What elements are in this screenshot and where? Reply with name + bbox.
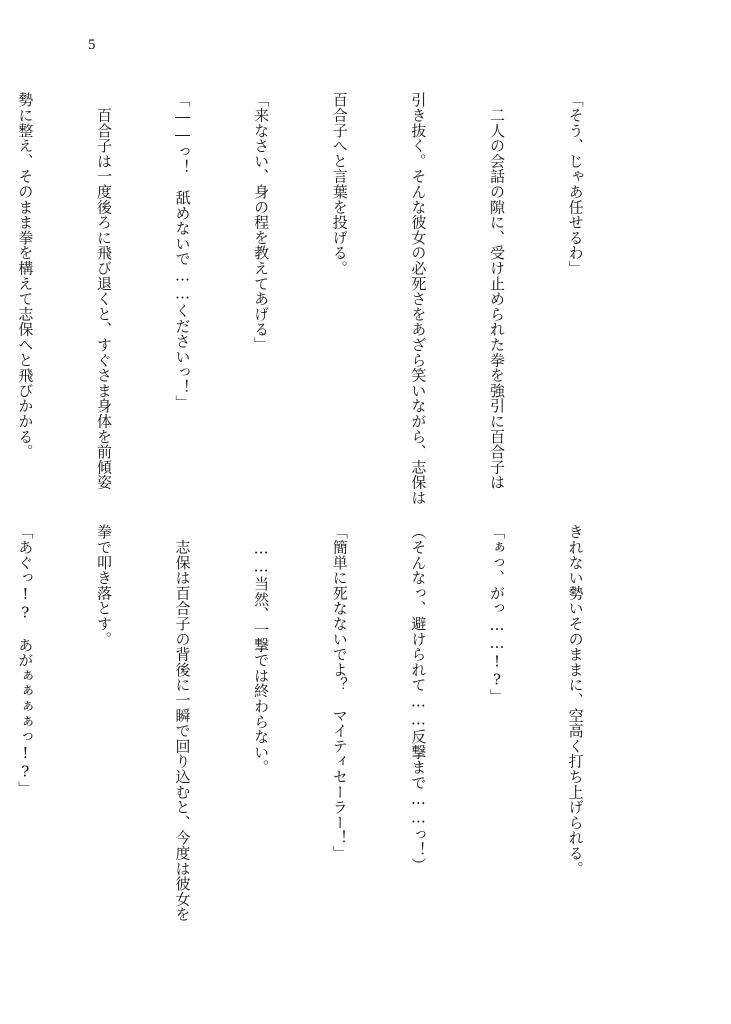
text-line: 「簡単に死なないでよ？ マイティセーラー！」 bbox=[330, 524, 349, 861]
text-block-bottom bbox=[16, 524, 641, 922]
text-line: 勢に整え、そのまま拳を構えて志保へと飛びかかる。 bbox=[16, 92, 35, 460]
text-line: きれない勢いそのままに、空高く打ち上げられる。 bbox=[566, 524, 585, 876]
text-line: 百合子は一度後ろに飛び退くと、すぐさま身体を前傾姿 bbox=[94, 92, 113, 490]
text-line: 「そう、じゃあ任せるわ」 bbox=[566, 92, 585, 276]
text-line: 「あぐっ!? あがぁぁぁぁっ!?」 bbox=[16, 524, 35, 797]
text-block-top bbox=[16, 92, 641, 506]
text-line: 拳で叩き落とす。 bbox=[94, 524, 113, 647]
text-line: 「ぁっ、がっ……!?」 bbox=[487, 524, 506, 705]
text-line: 志保は百合子の背後に一瞬で回り込むと、今度は彼女を bbox=[173, 524, 192, 922]
text-line: ……当然、一撃では終わらない。 bbox=[252, 524, 271, 775]
text-line: 「来なさい、身の程を教えてあげる」 bbox=[252, 92, 271, 353]
text-line: 二人の会話の隙に、受け止められた拳を強引に百合子は bbox=[487, 92, 506, 490]
text-line: 「――っ！ 舐めないで……くださいっ！」 bbox=[173, 92, 192, 410]
text-line: 引き抜く。そんな彼女の必死さをあざら笑いながら、志保は bbox=[409, 92, 428, 506]
text-line: （そんなっ、避けられて……反撃まで……っ！） bbox=[409, 524, 428, 873]
text-line: 百合子へと言葉を投げる。 bbox=[330, 92, 349, 276]
page-number: 5 bbox=[88, 37, 96, 53]
